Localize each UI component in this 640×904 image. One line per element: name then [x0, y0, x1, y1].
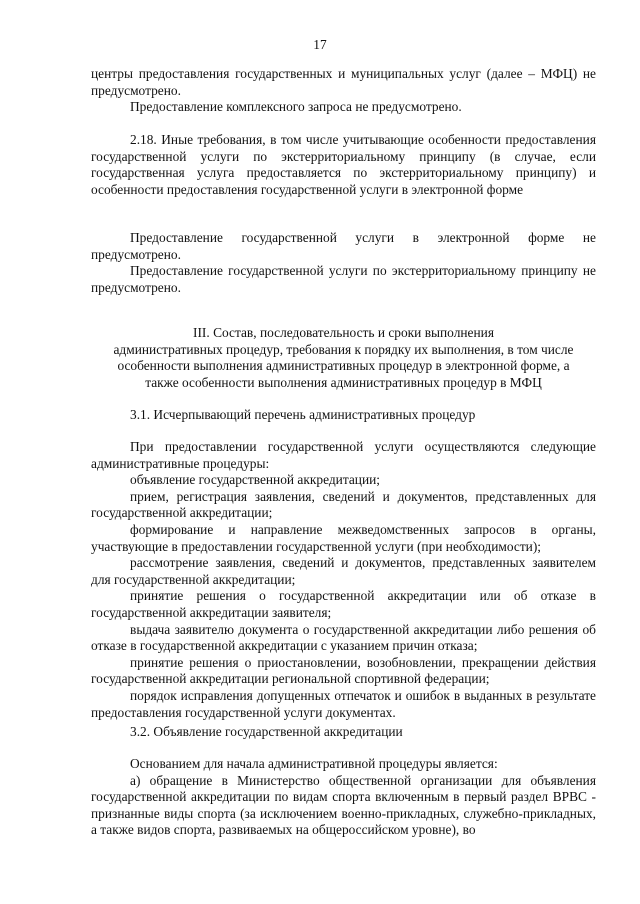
heading-line: особенности выполнения административных процедур в электронной форме, а [117, 358, 570, 374]
heading-line: также особенности выполнения административных процедур в МФЦ [145, 374, 542, 390]
paragraph: Основанием для начала административной процедуры является: [130, 756, 498, 771]
paragraph: Предоставление государственной услуги по экстерриториальному принципу не предусмотрено. [91, 263, 596, 295]
section-3-2-title: 3.2. Объявление государственной аккредитации [130, 724, 403, 739]
list-item: рассмотрение заявления, сведений и документов, представленных заявителем для государственной аккредитации; [91, 555, 596, 587]
section-3-1-body [91, 439, 596, 721]
paragraph: Предоставление государственной услуги в электронной форме не предусмотрено. [91, 230, 596, 262]
list-item: принятие решения о приостановлении, возобновлении, прекращении действия государственной аккредитации региональной спортивной федерации; [91, 654, 596, 687]
section-3-1-title-block [91, 407, 596, 424]
electronic-form-block [91, 230, 596, 296]
section-3-2-title-block [91, 724, 596, 741]
list-item: выдача заявителю документа о государственной аккредитации либо решения об отказе в государственной аккредитации с указанием причин отказа; [91, 621, 596, 654]
list-item: порядок исправления допущенных отпечаток и ошибок в выданных в результате предоставления государственной услуги документах. [91, 687, 596, 720]
list-item: принятие решения о государственной аккредитации или об отказе в государственной аккредитации заявителя; [91, 588, 596, 620]
list-item: формирование и направление межведомственных запросов в органы, участвующие в предоставлении государственной услуги (при необходимости); [91, 521, 596, 554]
paragraph: 2.18. Иные требования, в том числе учитывающие особенности предоставления государственной услуги по экстерриториальному принципу (в случае, если государственная услуга предоставляется по экстерриториальному принципу) и особенности предоставления государственной услуги в электронной форме [91, 132, 596, 197]
heading-line: административных процедур, требования к порядку их выполнения, в том числе [113, 341, 574, 357]
list-item: объявление государственной аккредитации; [130, 472, 381, 488]
page-number: 17 [313, 37, 327, 52]
heading-line: III. Состав, последовательность и сроки выполнения [193, 325, 494, 340]
continuation-block [91, 66, 596, 116]
paragraph: При предоставлении государственной услуги осуществляются следующие административные процедуры: [91, 439, 596, 471]
paragraph: центры предоставления государственных и муниципальных услуг (далее – МФЦ) не предусмотрено. [91, 66, 596, 98]
section-3-heading [91, 325, 596, 391]
list-item: прием, регистрация заявления, сведений и документов, представленных для государственной аккредитации; [91, 488, 596, 521]
section-2-18 [91, 132, 596, 198]
paragraph: а) обращение в Министерство общественной организации для объявления государственной аккредитации по видам спорта включенным в первый раздел ВРВС - признанные виды спорта (за исключением военно-прикладных, служебно-прикладных, а также видов спорта, развиваемых на общероссийском уровне), во [91, 772, 596, 838]
section-3-2-body [91, 756, 596, 839]
section-3-1-title: 3.1. Исчерпывающий перечень административных процедур [130, 407, 476, 422]
paragraph: Предоставление комплексного запроса не предусмотрено. [130, 99, 462, 115]
